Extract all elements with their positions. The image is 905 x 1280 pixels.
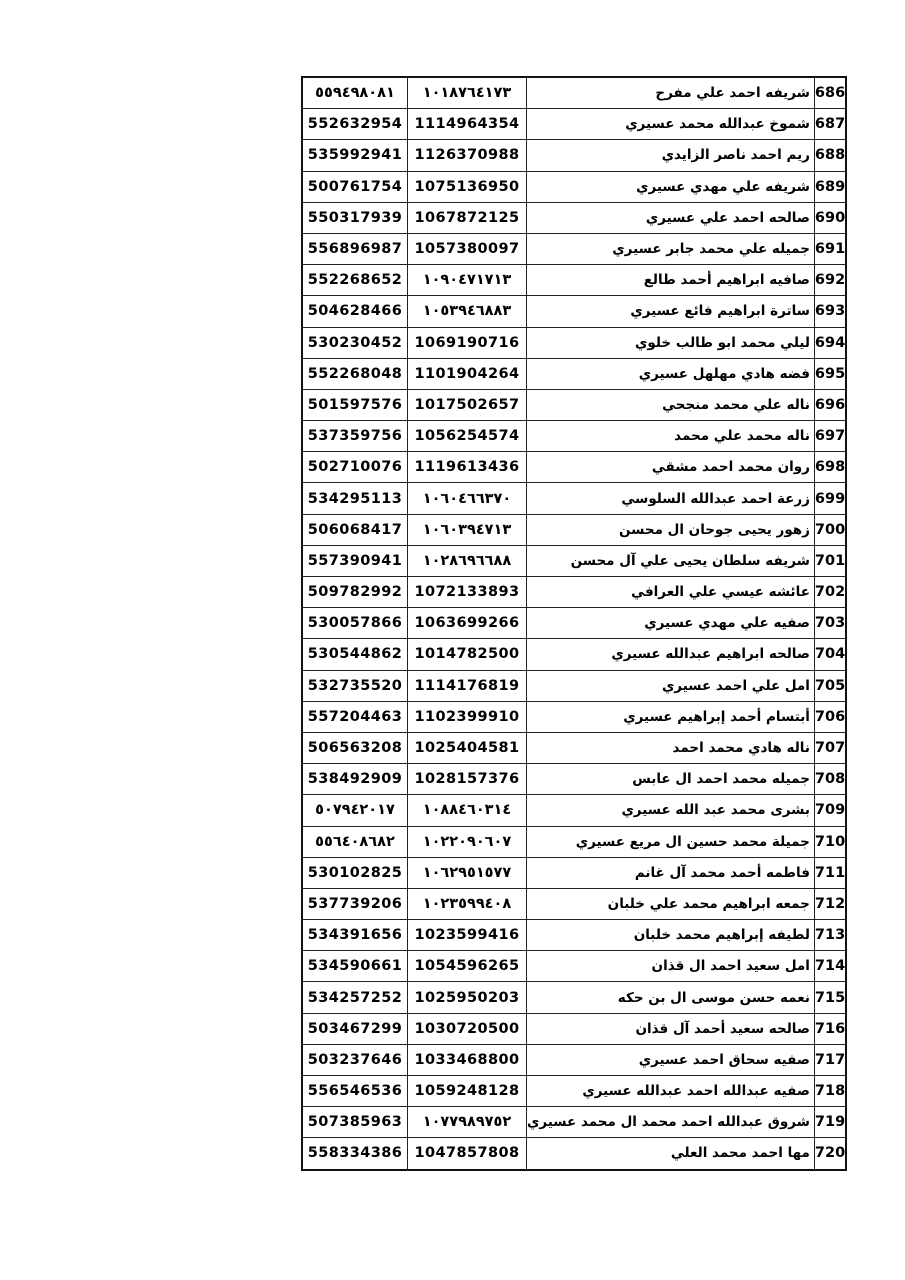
row-number-cell: 718 — [814, 1076, 846, 1107]
name-cell: صافيه ابراهيم أحمد طالع — [527, 265, 815, 296]
mobile-cell: 530102825 — [302, 857, 408, 888]
name-cell: صالحه سعيد أحمد آل قذان — [527, 1013, 815, 1044]
national-id-cell: 1023599416 — [408, 920, 527, 951]
row-number-cell: 705 — [814, 670, 846, 701]
name-cell: امل سعيد احمد ال قذان — [527, 951, 815, 982]
name-cell: نعمه حسن موسى ال بن حكه — [527, 982, 815, 1013]
records-table — [301, 76, 847, 1171]
name-cell: امل علي احمد عسيري — [527, 670, 815, 701]
row-number-cell: 689 — [814, 171, 846, 202]
name-cell: لطيفه إبراهيم محمد خلبان — [527, 920, 815, 951]
row-number-cell: 690 — [814, 202, 846, 233]
row-number-cell: 716 — [814, 1013, 846, 1044]
table-row — [302, 452, 846, 483]
table-row — [302, 265, 846, 296]
national-id-cell: 1063699266 — [408, 608, 527, 639]
mobile-cell: 552268652 — [302, 265, 408, 296]
mobile-cell: 530230452 — [302, 327, 408, 358]
national-id-cell: 1067872125 — [408, 202, 527, 233]
name-cell: مها احمد محمد العلي — [527, 1138, 815, 1170]
national-id-cell: ١٠٩٠٤٧١٧١٣ — [408, 265, 527, 296]
name-cell: صفيه علي مهدي عسيري — [527, 608, 815, 639]
mobile-cell: ٥٠٧٩٤٢٠١٧ — [302, 795, 408, 826]
name-cell: بشرى محمد عبد الله عسيري — [527, 795, 815, 826]
table-row — [302, 358, 846, 389]
national-id-cell: 1057380097 — [408, 233, 527, 264]
name-cell: فاطمه أحمد محمد آل غانم — [527, 857, 815, 888]
name-cell: ساترة ابراهيم فائع عسيري — [527, 296, 815, 327]
name-cell: ناله محمد علي محمد — [527, 421, 815, 452]
table-row — [302, 77, 846, 109]
row-number-cell: 694 — [814, 327, 846, 358]
name-cell: زرعة احمد عبدالله السلوسي — [527, 483, 815, 514]
name-cell: صفيه سحاق احمد عسيري — [527, 1044, 815, 1075]
national-id-cell: ١٠٢٣٥٩٩٤٠٨ — [408, 888, 527, 919]
row-number-cell: 695 — [814, 358, 846, 389]
national-id-cell: 1102399910 — [408, 701, 527, 732]
national-id-cell: ١٠٦٢٩٥١٥٧٧ — [408, 857, 527, 888]
table-row — [302, 421, 846, 452]
row-number-cell: 712 — [814, 888, 846, 919]
table-row — [302, 171, 846, 202]
table-row — [302, 701, 846, 732]
mobile-cell: 504628466 — [302, 296, 408, 327]
name-cell: صالحه ابراهيم عبدالله عسيري — [527, 639, 815, 670]
table-row — [302, 1107, 846, 1138]
mobile-cell: 558334386 — [302, 1138, 408, 1170]
table-row — [302, 670, 846, 701]
row-number-cell: 701 — [814, 545, 846, 576]
row-number-cell: 709 — [814, 795, 846, 826]
national-id-cell: ١٠٦٠٣٩٤٧١٣ — [408, 514, 527, 545]
mobile-cell: 534590661 — [302, 951, 408, 982]
row-number-cell: 691 — [814, 233, 846, 264]
mobile-cell: 556896987 — [302, 233, 408, 264]
table-row — [302, 202, 846, 233]
row-number-cell: 688 — [814, 140, 846, 171]
row-number-cell: 711 — [814, 857, 846, 888]
national-id-cell: 1025950203 — [408, 982, 527, 1013]
row-number-cell: 687 — [814, 109, 846, 140]
mobile-cell: ٥٥٩٤٩٨٠٨١ — [302, 77, 408, 109]
table-row — [302, 296, 846, 327]
mobile-cell: 503237646 — [302, 1044, 408, 1075]
mobile-cell: 534391656 — [302, 920, 408, 951]
row-number-cell: 692 — [814, 265, 846, 296]
row-number-cell: 706 — [814, 701, 846, 732]
row-number-cell: 710 — [814, 826, 846, 857]
national-id-cell: ١٠٧٧٩٨٩٧٥٢ — [408, 1107, 527, 1138]
national-id-cell: 1047857808 — [408, 1138, 527, 1170]
records-table-body — [302, 77, 846, 1170]
national-id-cell: 1014782500 — [408, 639, 527, 670]
national-id-cell: 1075136950 — [408, 171, 527, 202]
national-id-cell: 1025404581 — [408, 732, 527, 763]
name-cell: جميلة محمد حسين ال مريع عسيري — [527, 826, 815, 857]
name-cell: صالحه احمد علي عسيري — [527, 202, 815, 233]
mobile-cell: 534257252 — [302, 982, 408, 1013]
table-row — [302, 639, 846, 670]
table-row — [302, 1013, 846, 1044]
national-id-cell: 1033468800 — [408, 1044, 527, 1075]
table-row — [302, 982, 846, 1013]
table-row — [302, 233, 846, 264]
table-row — [302, 1044, 846, 1075]
mobile-cell: 506563208 — [302, 732, 408, 763]
row-number-cell: 704 — [814, 639, 846, 670]
national-id-cell: ١٠٥٣٩٤٦٨٨٣ — [408, 296, 527, 327]
mobile-cell: 550317939 — [302, 202, 408, 233]
mobile-cell: 530057866 — [302, 608, 408, 639]
national-id-cell: 1028157376 — [408, 764, 527, 795]
national-id-cell: 1126370988 — [408, 140, 527, 171]
table-row — [302, 951, 846, 982]
row-number-cell: 702 — [814, 577, 846, 608]
national-id-cell: 1119613436 — [408, 452, 527, 483]
row-number-cell: 713 — [814, 920, 846, 951]
name-cell: جميله علي محمد جابر عسيري — [527, 233, 815, 264]
national-id-cell: 1059248128 — [408, 1076, 527, 1107]
national-id-cell: ١٠٦٠٤٦٦٣٧٠ — [408, 483, 527, 514]
name-cell: ليلي محمد ابو طالب خلوي — [527, 327, 815, 358]
mobile-cell: 502710076 — [302, 452, 408, 483]
mobile-cell: 506068417 — [302, 514, 408, 545]
national-id-cell: ١٠٢٨٦٩٦٦٨٨ — [408, 545, 527, 576]
row-number-cell: 686 — [814, 77, 846, 109]
mobile-cell: 538492909 — [302, 764, 408, 795]
name-cell: شريفه احمد علي مفرح — [527, 77, 815, 109]
mobile-cell: 501597576 — [302, 389, 408, 420]
mobile-cell: 557390941 — [302, 545, 408, 576]
national-id-cell: 1069190716 — [408, 327, 527, 358]
national-id-cell: 1114964354 — [408, 109, 527, 140]
mobile-cell: 537359756 — [302, 421, 408, 452]
mobile-cell: 532735520 — [302, 670, 408, 701]
row-number-cell: 715 — [814, 982, 846, 1013]
name-cell: شريفه سلطان يحيى علي آل محسن — [527, 545, 815, 576]
national-id-cell: 1072133893 — [408, 577, 527, 608]
name-cell: ناله علي محمد منجحي — [527, 389, 815, 420]
national-id-cell: 1017502657 — [408, 389, 527, 420]
table-row — [302, 732, 846, 763]
table-row — [302, 608, 846, 639]
row-number-cell: 698 — [814, 452, 846, 483]
mobile-cell: 552268048 — [302, 358, 408, 389]
name-cell: شموخ عبدالله محمد عسيري — [527, 109, 815, 140]
mobile-cell: 507385963 — [302, 1107, 408, 1138]
row-number-cell: 707 — [814, 732, 846, 763]
row-number-cell: 717 — [814, 1044, 846, 1075]
name-cell: أبتسام أحمد إبراهيم عسيري — [527, 701, 815, 732]
table-row — [302, 1076, 846, 1107]
mobile-cell: 552632954 — [302, 109, 408, 140]
row-number-cell: 708 — [814, 764, 846, 795]
name-cell: ناله هادي محمد احمد — [527, 732, 815, 763]
name-cell: ريم احمد ناصر الزايدي — [527, 140, 815, 171]
mobile-cell: 535992941 — [302, 140, 408, 171]
row-number-cell: 719 — [814, 1107, 846, 1138]
table-row — [302, 826, 846, 857]
name-cell: جميله محمد احمد ال عابس — [527, 764, 815, 795]
national-id-cell: 1030720500 — [408, 1013, 527, 1044]
table-row — [302, 888, 846, 919]
mobile-cell: 537739206 — [302, 888, 408, 919]
mobile-cell: 500761754 — [302, 171, 408, 202]
national-id-cell: 1114176819 — [408, 670, 527, 701]
national-id-cell: 1056254574 — [408, 421, 527, 452]
name-cell: شروق عبدالله احمد محمد ال محمد عسيري — [527, 1107, 815, 1138]
row-number-cell: 720 — [814, 1138, 846, 1170]
name-cell: شريفه علي مهدي عسيري — [527, 171, 815, 202]
mobile-cell: ٥٥٦٤٠٨٦٨٢ — [302, 826, 408, 857]
table-row — [302, 1138, 846, 1170]
national-id-cell: ١٠٨٨٤٦٠٣١٤ — [408, 795, 527, 826]
mobile-cell: 557204463 — [302, 701, 408, 732]
row-number-cell: 693 — [814, 296, 846, 327]
table-row — [302, 577, 846, 608]
national-id-cell: 1054596265 — [408, 951, 527, 982]
table-row — [302, 389, 846, 420]
name-cell: فضه هادي مهلهل عسيري — [527, 358, 815, 389]
table-row — [302, 140, 846, 171]
table-row — [302, 545, 846, 576]
row-number-cell: 703 — [814, 608, 846, 639]
national-id-cell: ١٠١٨٧٦٤١٧٣ — [408, 77, 527, 109]
name-cell: زهور يحيى جوحان ال محسن — [527, 514, 815, 545]
row-number-cell: 697 — [814, 421, 846, 452]
table-row — [302, 857, 846, 888]
mobile-cell: 503467299 — [302, 1013, 408, 1044]
mobile-cell: 534295113 — [302, 483, 408, 514]
table-row — [302, 795, 846, 826]
table-row — [302, 327, 846, 358]
row-number-cell: 714 — [814, 951, 846, 982]
table-row — [302, 920, 846, 951]
table-row — [302, 483, 846, 514]
national-id-cell: 1101904264 — [408, 358, 527, 389]
name-cell: صفيه عبدالله احمد عبدالله عسيري — [527, 1076, 815, 1107]
mobile-cell: 530544862 — [302, 639, 408, 670]
table-row — [302, 764, 846, 795]
name-cell: عائشه عيسي علي العرافي — [527, 577, 815, 608]
row-number-cell: 699 — [814, 483, 846, 514]
name-cell: جمعه ابراهيم محمد علي خلبان — [527, 888, 815, 919]
national-id-cell: ١٠٢٢٠٩٠٦٠٧ — [408, 826, 527, 857]
table-row — [302, 109, 846, 140]
mobile-cell: 509782992 — [302, 577, 408, 608]
row-number-cell: 700 — [814, 514, 846, 545]
row-number-cell: 696 — [814, 389, 846, 420]
name-cell: روان محمد احمد مشقي — [527, 452, 815, 483]
table-row — [302, 514, 846, 545]
mobile-cell: 556546536 — [302, 1076, 408, 1107]
